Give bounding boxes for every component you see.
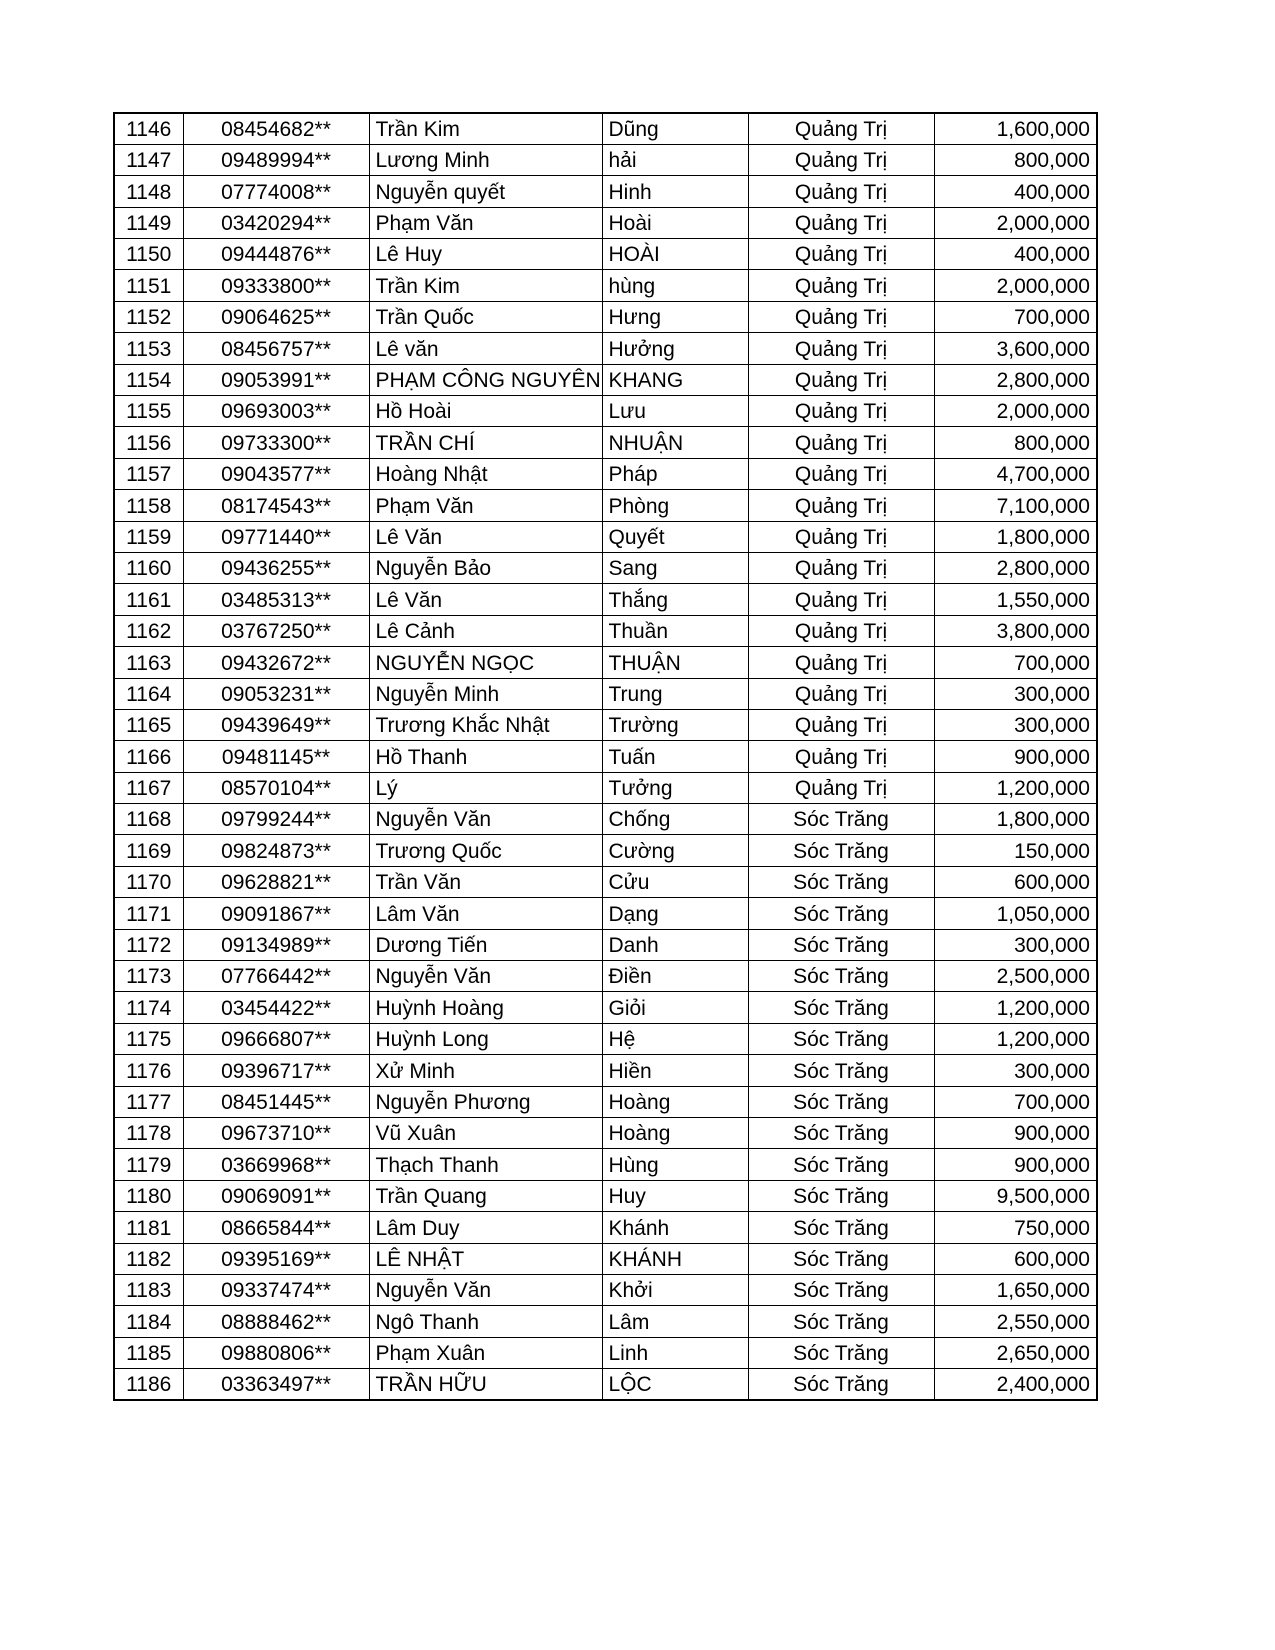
amount-cell: 750,000 <box>934 1212 1097 1243</box>
row-number-cell: 1172 <box>114 929 183 960</box>
amount-cell: 7,100,000 <box>934 490 1097 521</box>
row-number-cell: 1151 <box>114 270 183 301</box>
amount-cell: 1,200,000 <box>934 772 1097 803</box>
province-cell: Quảng Trị <box>748 427 934 458</box>
amount-cell: 2,000,000 <box>934 207 1097 238</box>
phone-number-cell: 09799244** <box>183 804 369 835</box>
province-cell: Quảng Trị <box>748 333 934 364</box>
table-row <box>114 1243 1097 1274</box>
phone-number-cell: 03454422** <box>183 992 369 1023</box>
amount-cell: 900,000 <box>934 741 1097 772</box>
amount-cell: 900,000 <box>934 1118 1097 1149</box>
row-number-cell: 1148 <box>114 176 183 207</box>
row-number-cell: 1176 <box>114 1055 183 1086</box>
amount-cell: 3,600,000 <box>934 333 1097 364</box>
province-cell: Sóc Trăng <box>748 1023 934 1054</box>
province-cell: Quảng Trị <box>748 396 934 427</box>
table-row <box>114 1274 1097 1305</box>
province-cell: Quảng Trị <box>748 176 934 207</box>
province-cell: Sóc Trăng <box>748 804 934 835</box>
given-name-cell: hải <box>602 144 748 175</box>
amount-cell: 400,000 <box>934 176 1097 207</box>
given-name-cell: KHÁNH <box>602 1243 748 1274</box>
row-number-cell: 1166 <box>114 741 183 772</box>
given-name-cell: Khánh <box>602 1212 748 1243</box>
phone-number-cell: 03485313** <box>183 584 369 615</box>
amount-cell: 800,000 <box>934 427 1097 458</box>
amount-cell: 700,000 <box>934 647 1097 678</box>
given-name-cell: Hoàng <box>602 1118 748 1149</box>
province-cell: Sóc Trăng <box>748 961 934 992</box>
table-row <box>114 1118 1097 1149</box>
amount-cell: 2,400,000 <box>934 1369 1097 1400</box>
given-name-cell: HOÀI <box>602 239 748 270</box>
given-name-cell: Hoài <box>602 207 748 238</box>
province-cell: Quảng Trị <box>748 239 934 270</box>
family-name-cell: Phạm Văn <box>369 207 602 238</box>
province-cell: Sóc Trăng <box>748 1149 934 1180</box>
amount-cell: 1,550,000 <box>934 584 1097 615</box>
family-name-cell: TRẦN CHÍ <box>369 427 602 458</box>
table-row <box>114 176 1097 207</box>
province-cell: Quảng Trị <box>748 678 934 709</box>
province-cell: Quảng Trị <box>748 458 934 489</box>
family-name-cell: Lương Minh <box>369 144 602 175</box>
row-number-cell: 1160 <box>114 552 183 583</box>
amount-cell: 300,000 <box>934 929 1097 960</box>
province-cell: Quảng Trị <box>748 113 934 144</box>
row-number-cell: 1159 <box>114 521 183 552</box>
amount-cell: 2,500,000 <box>934 961 1097 992</box>
amount-cell: 1,800,000 <box>934 804 1097 835</box>
phone-number-cell: 09880806** <box>183 1337 369 1368</box>
phone-number-cell: 09733300** <box>183 427 369 458</box>
table-row <box>114 113 1097 144</box>
given-name-cell: Lưu <box>602 396 748 427</box>
amount-cell: 700,000 <box>934 1086 1097 1117</box>
given-name-cell: Phòng <box>602 490 748 521</box>
amount-cell: 3,800,000 <box>934 615 1097 646</box>
table-row <box>114 1149 1097 1180</box>
given-name-cell: Cửu <box>602 866 748 897</box>
phone-number-cell: 09064625** <box>183 301 369 332</box>
row-number-cell: 1162 <box>114 615 183 646</box>
given-name-cell: THUẬN <box>602 647 748 678</box>
table-row <box>114 741 1097 772</box>
table-row <box>114 207 1097 238</box>
row-number-cell: 1157 <box>114 458 183 489</box>
row-number-cell: 1154 <box>114 364 183 395</box>
given-name-cell: LỘC <box>602 1369 748 1400</box>
table-row <box>114 1055 1097 1086</box>
province-cell: Quảng Trị <box>748 521 934 552</box>
given-name-cell: Khởi <box>602 1274 748 1305</box>
row-number-cell: 1146 <box>114 113 183 144</box>
family-name-cell: Nguyễn Phương <box>369 1086 602 1117</box>
row-number-cell: 1168 <box>114 804 183 835</box>
amount-cell: 300,000 <box>934 678 1097 709</box>
family-name-cell: TRẦN HỮU <box>369 1369 602 1400</box>
table-row <box>114 490 1097 521</box>
phone-number-cell: 07774008** <box>183 176 369 207</box>
family-name-cell: Trương Khắc Nhật <box>369 709 602 740</box>
given-name-cell: Huy <box>602 1180 748 1211</box>
phone-number-cell: 09824873** <box>183 835 369 866</box>
table-row <box>114 301 1097 332</box>
family-name-cell: Nguyễn Văn <box>369 1274 602 1305</box>
phone-number-cell: 09439649** <box>183 709 369 740</box>
given-name-cell: NHUẬN <box>602 427 748 458</box>
row-number-cell: 1174 <box>114 992 183 1023</box>
amount-cell: 9,500,000 <box>934 1180 1097 1211</box>
table-row <box>114 1337 1097 1368</box>
table-row <box>114 929 1097 960</box>
given-name-cell: Hưng <box>602 301 748 332</box>
province-cell: Sóc Trăng <box>748 898 934 929</box>
row-number-cell: 1178 <box>114 1118 183 1149</box>
row-number-cell: 1150 <box>114 239 183 270</box>
given-name-cell: Danh <box>602 929 748 960</box>
table-row <box>114 270 1097 301</box>
given-name-cell: Thuần <box>602 615 748 646</box>
row-number-cell: 1167 <box>114 772 183 803</box>
table-row <box>114 458 1097 489</box>
province-cell: Quảng Trị <box>748 741 934 772</box>
phone-number-cell: 09091867** <box>183 898 369 929</box>
given-name-cell: Tuấn <box>602 741 748 772</box>
row-number-cell: 1153 <box>114 333 183 364</box>
family-name-cell: Nguyễn Minh <box>369 678 602 709</box>
province-cell: Sóc Trăng <box>748 1055 934 1086</box>
phone-number-cell: 08665844** <box>183 1212 369 1243</box>
phone-number-cell: 09666807** <box>183 1023 369 1054</box>
amount-cell: 600,000 <box>934 1243 1097 1274</box>
phone-number-cell: 09444876** <box>183 239 369 270</box>
amount-cell: 1,200,000 <box>934 1023 1097 1054</box>
row-number-cell: 1183 <box>114 1274 183 1305</box>
family-name-cell: Lý <box>369 772 602 803</box>
family-name-cell: Nguyễn quyết <box>369 176 602 207</box>
amount-cell: 2,650,000 <box>934 1337 1097 1368</box>
family-name-cell: Ngô Thanh <box>369 1306 602 1337</box>
phone-number-cell: 09673710** <box>183 1118 369 1149</box>
amount-cell: 800,000 <box>934 144 1097 175</box>
family-name-cell: Lê Văn <box>369 521 602 552</box>
table-row <box>114 678 1097 709</box>
table-row <box>114 992 1097 1023</box>
table-row <box>114 364 1097 395</box>
row-number-cell: 1182 <box>114 1243 183 1274</box>
family-name-cell: LÊ NHẬT <box>369 1243 602 1274</box>
phone-number-cell: 08570104** <box>183 772 369 803</box>
province-cell: Sóc Trăng <box>748 1180 934 1211</box>
given-name-cell: Điền <box>602 961 748 992</box>
table-row <box>114 1023 1097 1054</box>
given-name-cell: Dạng <box>602 898 748 929</box>
given-name-cell: Pháp <box>602 458 748 489</box>
table-row <box>114 1212 1097 1243</box>
amount-cell: 600,000 <box>934 866 1097 897</box>
given-name-cell: hùng <box>602 270 748 301</box>
given-name-cell: Chống <box>602 804 748 835</box>
table-row <box>114 866 1097 897</box>
row-number-cell: 1181 <box>114 1212 183 1243</box>
amount-cell: 1,050,000 <box>934 898 1097 929</box>
family-name-cell: Xử Minh <box>369 1055 602 1086</box>
phone-number-cell: 09432672** <box>183 647 369 678</box>
family-name-cell: Vũ Xuân <box>369 1118 602 1149</box>
table-row <box>114 804 1097 835</box>
province-cell: Sóc Trăng <box>748 1337 934 1368</box>
row-number-cell: 1158 <box>114 490 183 521</box>
phone-number-cell: 09628821** <box>183 866 369 897</box>
phone-number-cell: 09693003** <box>183 396 369 427</box>
amount-cell: 900,000 <box>934 1149 1097 1180</box>
province-cell: Quảng Trị <box>748 615 934 646</box>
family-name-cell: Huỳnh Long <box>369 1023 602 1054</box>
table-row <box>114 396 1097 427</box>
phone-number-cell: 09396717** <box>183 1055 369 1086</box>
phone-number-cell: 08888462** <box>183 1306 369 1337</box>
table-row <box>114 1086 1097 1117</box>
province-cell: Quảng Trị <box>748 270 934 301</box>
row-number-cell: 1180 <box>114 1180 183 1211</box>
amount-cell: 300,000 <box>934 1055 1097 1086</box>
row-number-cell: 1152 <box>114 301 183 332</box>
table-row <box>114 584 1097 615</box>
row-number-cell: 1147 <box>114 144 183 175</box>
phone-number-cell: 08451445** <box>183 1086 369 1117</box>
row-number-cell: 1177 <box>114 1086 183 1117</box>
row-number-cell: 1185 <box>114 1337 183 1368</box>
table-row <box>114 1180 1097 1211</box>
row-number-cell: 1184 <box>114 1306 183 1337</box>
table-body <box>114 113 1097 1400</box>
family-name-cell: Hồ Thanh <box>369 741 602 772</box>
phone-number-cell: 09053231** <box>183 678 369 709</box>
given-name-cell: Lâm <box>602 1306 748 1337</box>
family-name-cell: NGUYỄN NGỌC <box>369 647 602 678</box>
family-name-cell: Nguyễn Văn <box>369 804 602 835</box>
phone-number-cell: 08456757** <box>183 333 369 364</box>
province-cell: Sóc Trăng <box>748 1243 934 1274</box>
given-name-cell: Trung <box>602 678 748 709</box>
table-row <box>114 427 1097 458</box>
province-cell: Quảng Trị <box>748 584 934 615</box>
amount-cell: 2,800,000 <box>934 552 1097 583</box>
phone-number-cell: 09053991** <box>183 364 369 395</box>
province-cell: Sóc Trăng <box>748 1306 934 1337</box>
table-row <box>114 835 1097 866</box>
family-name-cell: Lâm Duy <box>369 1212 602 1243</box>
given-name-cell: Hưởng <box>602 333 748 364</box>
table-row <box>114 898 1097 929</box>
family-name-cell: Lê Huy <box>369 239 602 270</box>
amount-cell: 150,000 <box>934 835 1097 866</box>
given-name-cell: Quyết <box>602 521 748 552</box>
row-number-cell: 1186 <box>114 1369 183 1400</box>
phone-number-cell: 09436255** <box>183 552 369 583</box>
family-name-cell: Nguyễn Bảo <box>369 552 602 583</box>
phone-number-cell: 09337474** <box>183 1274 369 1305</box>
row-number-cell: 1173 <box>114 961 183 992</box>
row-number-cell: 1155 <box>114 396 183 427</box>
phone-number-cell: 03420294** <box>183 207 369 238</box>
province-cell: Quảng Trị <box>748 647 934 678</box>
family-name-cell: Hoàng Nhật <box>369 458 602 489</box>
province-cell: Sóc Trăng <box>748 1086 934 1117</box>
table-row <box>114 552 1097 583</box>
amount-cell: 1,800,000 <box>934 521 1097 552</box>
province-cell: Quảng Trị <box>748 207 934 238</box>
table-row <box>114 615 1097 646</box>
table-row <box>114 333 1097 364</box>
family-name-cell: Trần Kim <box>369 270 602 301</box>
province-cell: Quảng Trị <box>748 552 934 583</box>
given-name-cell: Hinh <box>602 176 748 207</box>
amount-cell: 2,550,000 <box>934 1306 1097 1337</box>
amount-cell: 1,600,000 <box>934 113 1097 144</box>
phone-number-cell: 03363497** <box>183 1369 369 1400</box>
given-name-cell: Dũng <box>602 113 748 144</box>
amount-cell: 700,000 <box>934 301 1097 332</box>
given-name-cell: Hệ <box>602 1023 748 1054</box>
province-cell: Quảng Trị <box>748 364 934 395</box>
table-row <box>114 1369 1097 1400</box>
given-name-cell: Hùng <box>602 1149 748 1180</box>
phone-number-cell: 09771440** <box>183 521 369 552</box>
amount-cell: 400,000 <box>934 239 1097 270</box>
phone-number-cell: 03767250** <box>183 615 369 646</box>
province-cell: Quảng Trị <box>748 709 934 740</box>
province-cell: Sóc Trăng <box>748 1212 934 1243</box>
given-name-cell: KHANG <box>602 364 748 395</box>
province-cell: Sóc Trăng <box>748 1118 934 1149</box>
given-name-cell: Sang <box>602 552 748 583</box>
family-name-cell: Lê văn <box>369 333 602 364</box>
row-number-cell: 1169 <box>114 835 183 866</box>
row-number-cell: 1179 <box>114 1149 183 1180</box>
amount-cell: 300,000 <box>934 709 1097 740</box>
given-name-cell: Trường <box>602 709 748 740</box>
phone-number-cell: 09069091** <box>183 1180 369 1211</box>
province-cell: Sóc Trăng <box>748 866 934 897</box>
family-name-cell: Trần Kim <box>369 113 602 144</box>
amount-cell: 2,800,000 <box>934 364 1097 395</box>
province-cell: Quảng Trị <box>748 772 934 803</box>
family-name-cell: Trần Quang <box>369 1180 602 1211</box>
row-number-cell: 1170 <box>114 866 183 897</box>
family-name-cell: PHẠM CÔNG NGUYÊN <box>369 364 602 395</box>
phone-number-cell: 09395169** <box>183 1243 369 1274</box>
donation-table <box>113 112 1098 1401</box>
phone-number-cell: 09333800** <box>183 270 369 301</box>
given-name-cell: Tưởng <box>602 772 748 803</box>
given-name-cell: Cường <box>602 835 748 866</box>
phone-number-cell: 09489994** <box>183 144 369 175</box>
table-row <box>114 521 1097 552</box>
phone-number-cell: 03669968** <box>183 1149 369 1180</box>
province-cell: Quảng Trị <box>748 144 934 175</box>
row-number-cell: 1171 <box>114 898 183 929</box>
given-name-cell: Hiền <box>602 1055 748 1086</box>
family-name-cell: Huỳnh Hoàng <box>369 992 602 1023</box>
phone-number-cell: 09134989** <box>183 929 369 960</box>
row-number-cell: 1165 <box>114 709 183 740</box>
province-cell: Quảng Trị <box>748 490 934 521</box>
family-name-cell: Hồ Hoài <box>369 396 602 427</box>
row-number-cell: 1164 <box>114 678 183 709</box>
amount-cell: 2,000,000 <box>934 270 1097 301</box>
row-number-cell: 1161 <box>114 584 183 615</box>
phone-number-cell: 08174543** <box>183 490 369 521</box>
family-name-cell: Nguyễn Văn <box>369 961 602 992</box>
row-number-cell: 1156 <box>114 427 183 458</box>
family-name-cell: Dương Tiến <box>369 929 602 960</box>
table-row <box>114 772 1097 803</box>
row-number-cell: 1149 <box>114 207 183 238</box>
phone-number-cell: 09481145** <box>183 741 369 772</box>
province-cell: Sóc Trăng <box>748 835 934 866</box>
table-row <box>114 239 1097 270</box>
amount-cell: 1,650,000 <box>934 1274 1097 1305</box>
table-row <box>114 961 1097 992</box>
family-name-cell: Phạm Xuân <box>369 1337 602 1368</box>
province-cell: Quảng Trị <box>748 301 934 332</box>
family-name-cell: Thạch Thanh <box>369 1149 602 1180</box>
row-number-cell: 1163 <box>114 647 183 678</box>
family-name-cell: Trần Quốc <box>369 301 602 332</box>
phone-number-cell: 08454682** <box>183 113 369 144</box>
province-cell: Sóc Trăng <box>748 1369 934 1400</box>
province-cell: Sóc Trăng <box>748 1274 934 1305</box>
given-name-cell: Linh <box>602 1337 748 1368</box>
phone-number-cell: 09043577** <box>183 458 369 489</box>
family-name-cell: Trần Văn <box>369 866 602 897</box>
given-name-cell: Hoàng <box>602 1086 748 1117</box>
amount-cell: 4,700,000 <box>934 458 1097 489</box>
province-cell: Sóc Trăng <box>748 929 934 960</box>
family-name-cell: Lê Cảnh <box>369 615 602 646</box>
family-name-cell: Phạm Văn <box>369 490 602 521</box>
row-number-cell: 1175 <box>114 1023 183 1054</box>
amount-cell: 1,200,000 <box>934 992 1097 1023</box>
amount-cell: 2,000,000 <box>934 396 1097 427</box>
phone-number-cell: 07766442** <box>183 961 369 992</box>
given-name-cell: Thắng <box>602 584 748 615</box>
table-row <box>114 709 1097 740</box>
table-row <box>114 144 1097 175</box>
table-row <box>114 647 1097 678</box>
family-name-cell: Trương Quốc <box>369 835 602 866</box>
province-cell: Sóc Trăng <box>748 992 934 1023</box>
family-name-cell: Lê Văn <box>369 584 602 615</box>
given-name-cell: Giỏi <box>602 992 748 1023</box>
family-name-cell: Lâm Văn <box>369 898 602 929</box>
table-row <box>114 1306 1097 1337</box>
